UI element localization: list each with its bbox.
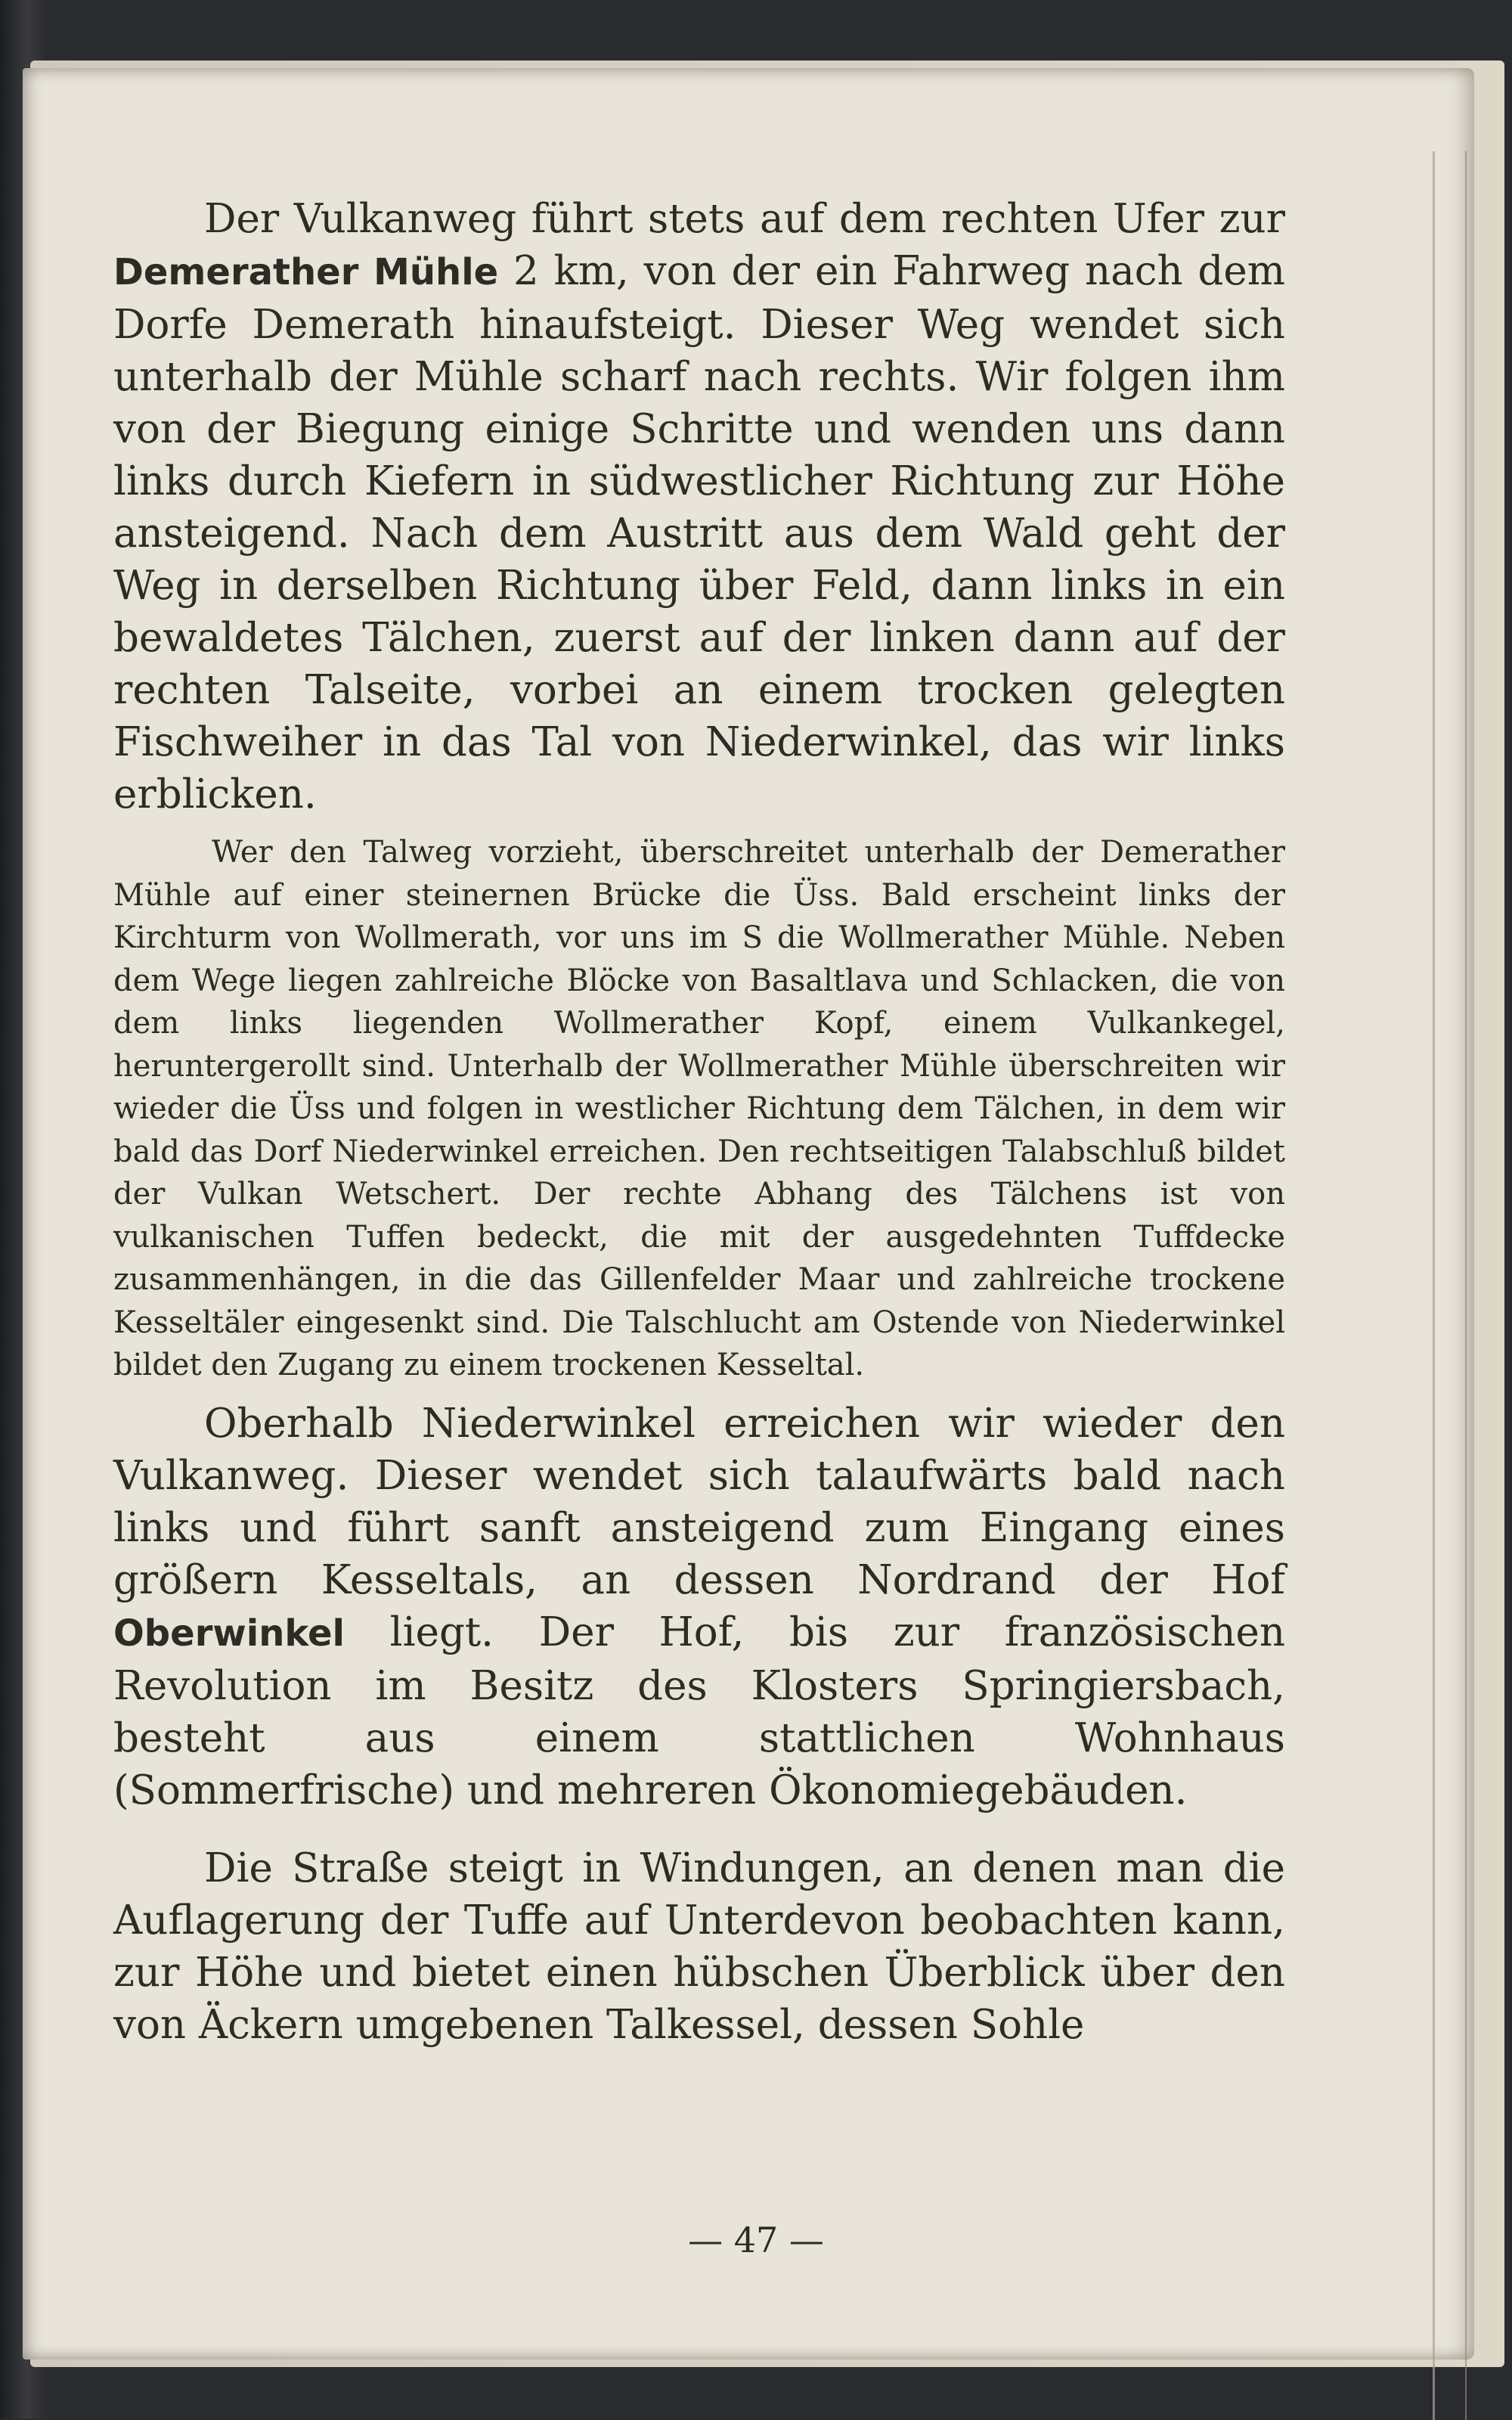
paragraph-vulkanweg: [113, 193, 1285, 821]
text-area: [113, 193, 1285, 2051]
paragraph-text: Der Vulkanweg führt stets auf dem rechten Ufer zur: [204, 196, 1285, 242]
page-number: — 47 —: [688, 2220, 824, 2260]
paragraph-text: Oberhalb Niederwinkel erreichen wir wieder den Vulkanweg. Dieser wendet sich talaufwärts bald nach links und führt sanft ansteigend zum Eingang eines größern Kesseltals, an dessen Nordrand der Hof: [113, 1400, 1285, 1603]
paragraph-strasse: [113, 1842, 1285, 2051]
paragraph-text: liegt. Der Hof, bis zur französischen Revolution im Besitz des Klosters Springiersbach, besteht aus einem stattlichen Wohnhaus (Sommerfrische) und mehreren Ökonomiegebäuden.: [113, 1609, 1285, 1813]
paragraph-text: 2 km, von der ein Fahrweg nach dem Dorfe Demerath hinaufsteigt. Dieser Weg wendet sich unterhalb der Mühle scharf nach rechts. Wir folgen ihm von der Biegung einige Schritte und wenden uns dann links durch Kiefern in südwestlicher Richtung zur Höhe ansteigend. Nach dem Austritt aus dem Wald geht der Weg in derselben Richtung über Feld, dann links in ein bewaldetes Tälchen, zuerst auf der linken dann auf der rechten Talseite, vorbei an einem trocken gelegten Fischweiher in das Tal von Niederwinkel, das wir links erblicken.: [113, 248, 1285, 818]
paragraph-oberwinkel: [113, 1398, 1285, 1817]
paragraph-text: Die Straße steigt in Windungen, an denen man die Auflagerung der Tuffe auf Unterdevon beobachten kann, zur Höhe und bietet einen hübschen Überblick über den von Äckern umgebenen Talkessel, dessen Sohle: [113, 1844, 1285, 2048]
paragraph-talweg-note: [113, 831, 1285, 1387]
paragraph-text: Wer den Talweg vorzieht, überschreitet unterhalb der Demerather Mühle auf einer steinernen Brücke die Üss. Bald erscheint links der Kirchturm von Wollmerath, vor uns im S die Wollmerather Mühle. Neben dem Wege liegen zahlreiche Blöcke von Basaltlava und Schlacken, die von dem links liegenden Wollmerather Kopf, einem Vulkankegel, heruntergerollt sind. Unterhalb der Wollmerather Mühle überschreiten wir wieder die Üss und folgen in westlicher Richtung dem Tälchen, in dem wir bald das Dorf Niederwinkel erreichen. Den rechtseitigen Talabschluß bildet der Vulkan Wetschert. Der rechte Abhang des Tälchens ist von vulkanischen Tuffen bedeckt, die mit der ausgedehnten Tuffdecke zusammenhängen, in die das Gillenfelder Maar und zahlreiche trockene Kesseltäler eingesenkt sind. Die Talschlucht am Ostende von Niederwinkel bildet den Zugang zu einem trockenen Kesseltal.: [113, 835, 1285, 1382]
place-name-demerather-muehle: Demerather Mühle: [113, 251, 499, 293]
page-edge: [1433, 151, 1467, 2420]
place-name-oberwinkel: Oberwinkel: [113, 1612, 345, 1655]
